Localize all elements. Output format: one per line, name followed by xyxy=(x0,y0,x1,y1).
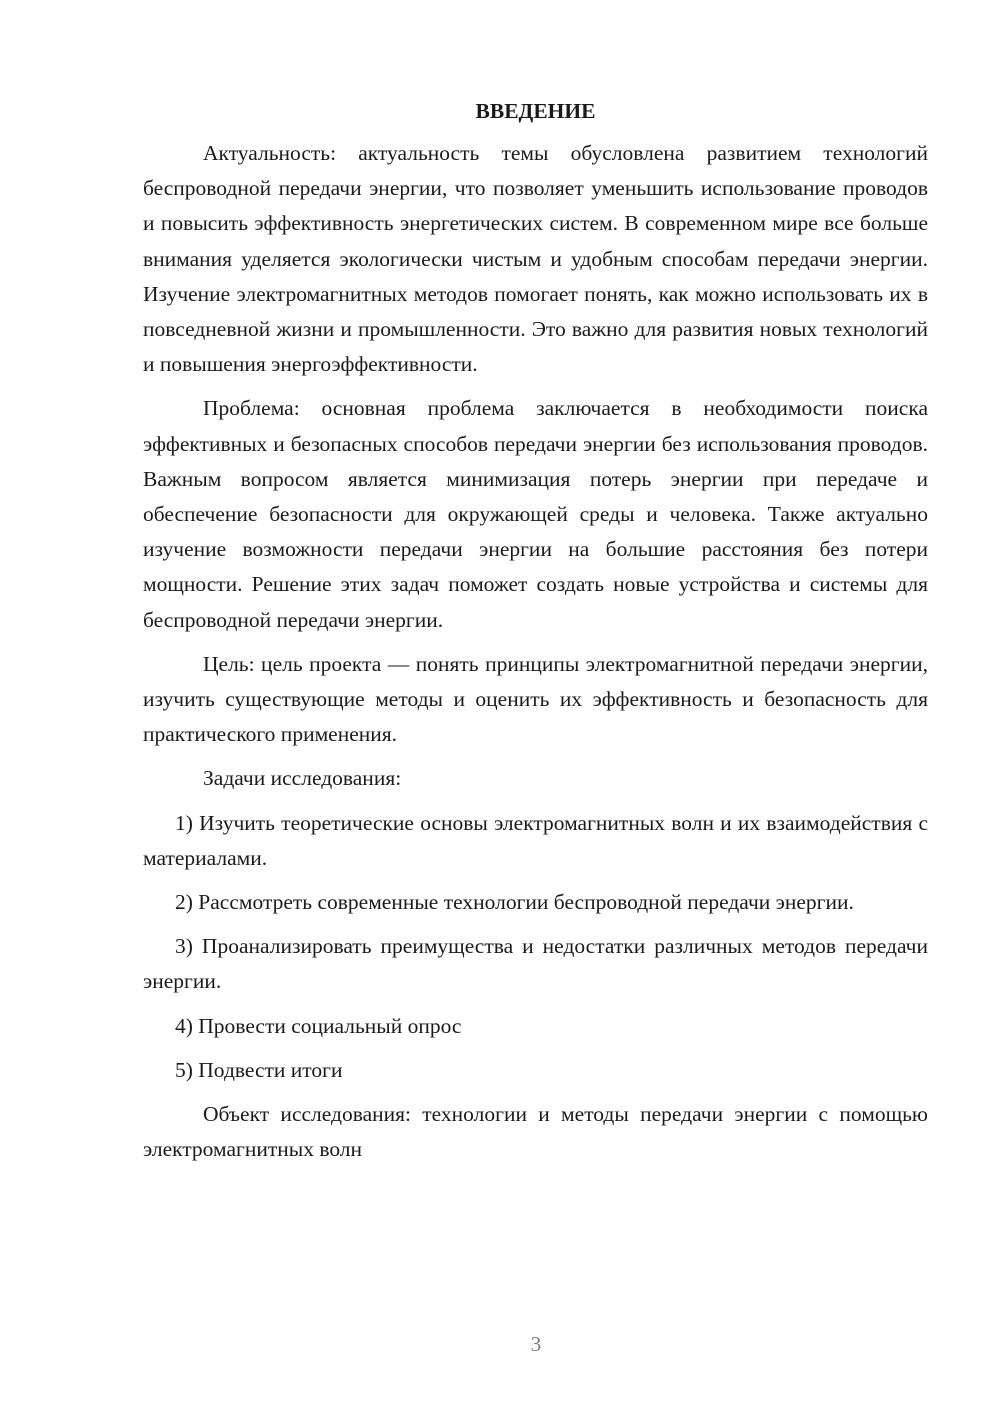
task-item: 5) Подвести итоги xyxy=(175,1057,343,1082)
paragraph-relevance: Актуальность: актуальность темы обусловлена развитием технологий беспроводной передачи энергии, что позволяет уменьшить использование проводов и повысить эффективность энергетических систем. В современном мире все больше внимания уделяется экологически чистым и удобным способам передачи энергии. Изучение электромагнитных методов помогает понять, как можно использовать их в повседневной жизни и промышленности. Это важно для развития новых технологий и повышения энергоэффективности. xyxy=(143,141,928,377)
task-item: 1) Изучить теоретические основы электромагнитных волн и их взаимодействия с материалами. xyxy=(143,810,928,870)
tasks-title: Задачи исследования: xyxy=(203,766,402,791)
page-content xyxy=(143,96,928,1176)
section-heading: ВВЕДЕНИЕ xyxy=(475,99,596,123)
task-item: 2) Рассмотреть современные технологии беспроводной передачи энергии. xyxy=(175,890,854,915)
tasks-list xyxy=(143,806,928,1088)
task-item: 3) Проанализировать преимущества и недостатки различных методов передачи энергии. xyxy=(143,934,928,994)
paragraph-problem: Проблема: основная проблема заключается в необходимости поиска эффективных и безопасных способов передачи энергии без использования проводов. Важным вопросом является минимизация потерь энергии при передаче и обеспечение безопасности для окружающей среды и человека. Также актуально изучение возможности передачи энергии на большие расстояния без потери мощности. Решение этих задач поможет создать новые устройства и системы для беспроводной передачи энергии. xyxy=(143,396,928,632)
task-item: 4) Провести социальный опрос xyxy=(175,1013,462,1038)
paragraph-object: Объект исследования: технологии и методы передачи энергии с помощью электромагнитных волн xyxy=(143,1102,928,1162)
paragraph-goal: Цель: цель проекта — понять принципы электромагнитной передачи энергии, изучить существующие методы и оценить их эффективность и безопасность для практического применения. xyxy=(143,651,928,747)
page-number: 3 xyxy=(530,1332,542,1356)
